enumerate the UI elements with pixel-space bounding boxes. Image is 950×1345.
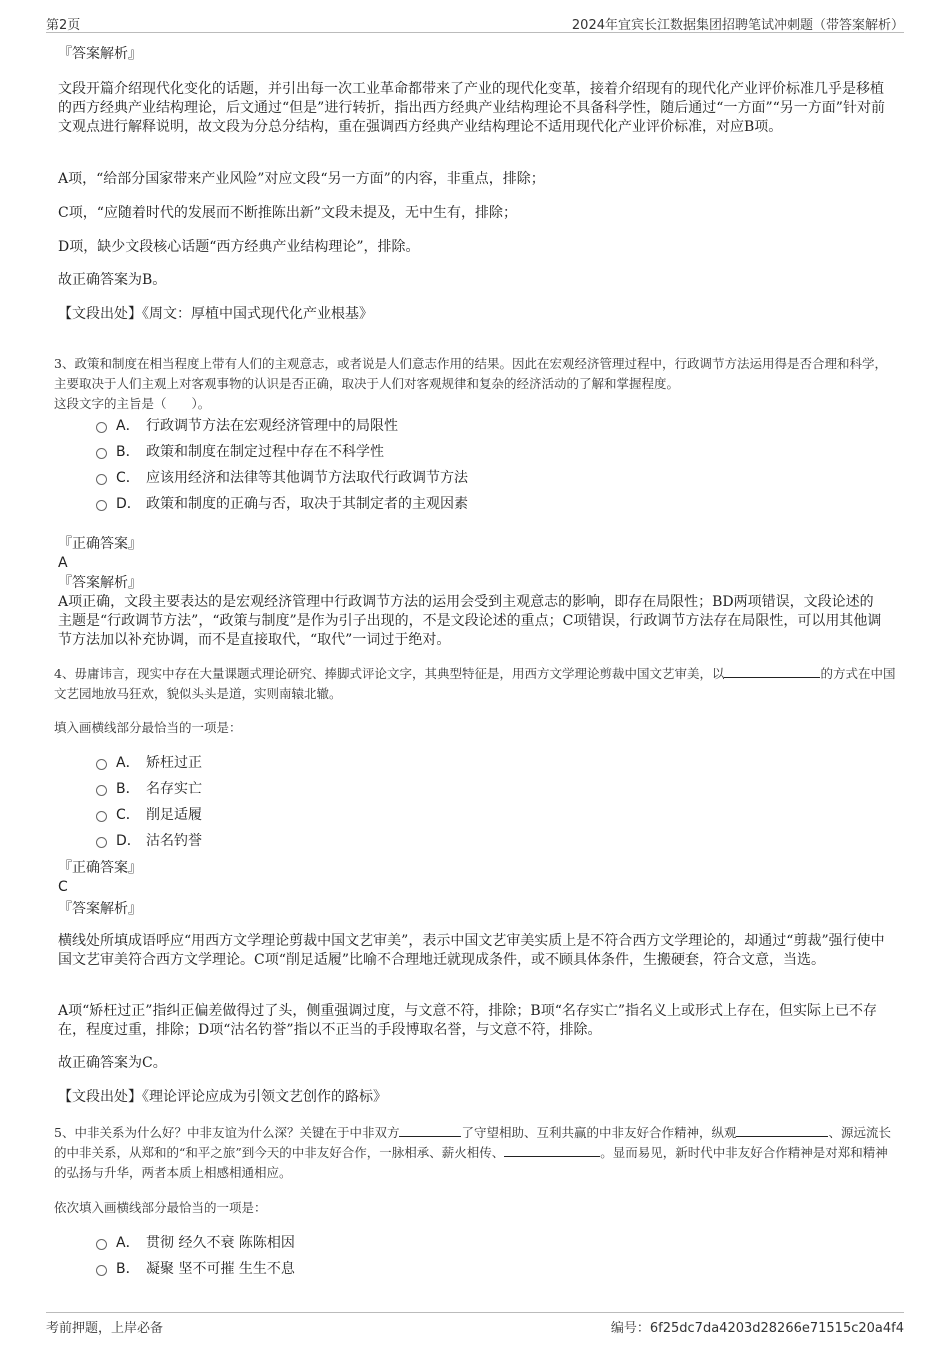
radio-icon[interactable] — [96, 1265, 107, 1276]
q4-analysis-label: 『答案解析』 — [58, 901, 142, 917]
q3-option-a[interactable]: A． 行政调节方法在宏观经济管理中的局限性 — [96, 412, 468, 438]
q3-option-c[interactable]: C． 应该用经济和法律等其他调节方法取代行政调节方法 — [96, 464, 468, 490]
radio-icon[interactable] — [96, 474, 107, 485]
q5-options — [96, 1229, 295, 1281]
q4-prompt: 填入画横线部分最恰当的一项是： — [54, 720, 242, 735]
q4-answer: C — [58, 879, 68, 895]
q3-analysis-label: 『答案解析』 — [58, 575, 142, 591]
radio-icon[interactable] — [96, 500, 107, 511]
q2-analysis: 文段开篇介绍现代化变化的话题，并引出每一次工业革命都带来了产业的现代化变革，接着介绍现有的现代化产业评价标准几乎是移植的西方经典产业结构理论，后文通过“但是”进行转折，指出西方经典产业结构理论不具备科学性，随后通过“一方面”“另一方面”针对前文观点进行解释说明，故文段为分总分结构，重在强调西方经典产业结构理论不适用现代化产业评价标准，对应B项。 — [58, 81, 885, 135]
radio-icon[interactable] — [96, 837, 107, 848]
q5-option-a[interactable]: A． 贯彻 经久不衰 陈陈相因 — [96, 1229, 295, 1255]
q2-option-c-note: C项，“应随着时代的发展而不断推陈出新”文段未提及，无中生有，排除； — [58, 205, 518, 221]
radio-icon[interactable] — [96, 1239, 107, 1250]
document-title: 2024年宜宾长江数据集团招聘笔试冲刺题（带答案解析） — [571, 18, 904, 33]
page-header — [46, 10, 904, 33]
q4-option-d[interactable]: D． 沽名钓誉 — [96, 827, 202, 853]
q4-answer-label: 『正确答案』 — [58, 860, 142, 876]
q4-analysis-2: A项“矫枉过正”指纠正偏差做得过了头，侧重强调过度，与文意不符，排除；B项“名存实亡”指名义上或形式上存在，但实际上已不存在，程度过重，排除；D项“沽名钓誉”指以不正当的手段博取名誉，与文意不符，排除。 — [58, 1003, 878, 1038]
q4-options — [96, 749, 202, 853]
q4-analysis-1: 横线处所填成语呼应“用西方文学理论剪裁中国文艺审美”，表示中国文艺审美实质上是不符合西方文学理论的，却通过“剪裁”强行使中国文艺审美符合西方文学理论。C项“削足适履”比喻不合理地迁就现成条件，或不顾具体条件，生搬硬套，符合文意，当选。 — [58, 933, 885, 968]
q4-stem: 4、毋庸讳言，现实中存在大量课题式理论研究、捧脚式评论文字，其典型特征是，用西方文学理论剪裁中国文艺审美，以 的方式在中国文艺园地放马狂欢，貌似头头是道，实则南辕北辙。 — [54, 666, 896, 701]
q4-option-b[interactable]: B． 名存实亡 — [96, 775, 202, 801]
document-code: 编号：6f25dc7da4203d28266e71515c20a4f4 — [610, 1321, 904, 1336]
q2-conclusion: 故正确答案为B。 — [58, 272, 167, 288]
q3-stem-question: 这段文字的主旨是（ ）。 — [54, 396, 211, 411]
q4-option-c[interactable]: C． 削足适履 — [96, 801, 202, 827]
q3-stem — [54, 354, 896, 414]
q5-blank-2 — [736, 1124, 828, 1137]
q2-source: 【文段出处】《周文：厚植中国式现代化产业根基》 — [58, 306, 373, 322]
radio-icon[interactable] — [96, 422, 107, 433]
q2-option-d-note: D项，缺少文段核心话题“西方经典产业结构理论”，排除。 — [58, 239, 420, 255]
q4-conclusion: 故正确答案为C。 — [58, 1055, 167, 1071]
q5-stem: 5、中非关系为什么好？中非友谊为什么深？关键在于中非双方 了守望相助、互利共赢的中非友好合作精神，纵观 、源远流长的中非关系，从郑和的“和平之旅”到今天的中非友好合作，一脉相承、薪火相传、 。显而易见，新时代中非友好合作精神是对郑和精神的弘扬与升华，两者本质上相感相通相应。 — [54, 1125, 891, 1180]
q3-options — [96, 412, 468, 516]
q3-answer: A — [58, 555, 68, 571]
q5-blank-3 — [504, 1144, 600, 1157]
page-number: 第2页 — [46, 18, 81, 33]
q4-option-a[interactable]: A． 矫枉过正 — [96, 749, 202, 775]
radio-icon[interactable] — [96, 811, 107, 822]
q3-option-b[interactable]: B． 政策和制度在制定过程中存在不科学性 — [96, 438, 468, 464]
q5-blank-1 — [399, 1124, 461, 1137]
q4-source: 【文段出处】《理论评论应成为引领文艺创作的路标》 — [58, 1089, 387, 1105]
q2-option-a-note: A项，“给部分国家带来产业风险”对应文段“另一方面”的内容，非重点，排除； — [58, 171, 545, 187]
q5-prompt: 依次填入画横线部分最恰当的一项是： — [54, 1200, 267, 1215]
q2-analysis-label: 『答案解析』 — [58, 46, 142, 62]
q4-blank — [724, 665, 820, 678]
radio-icon[interactable] — [96, 448, 107, 459]
q3-analysis: A项正确，文段主要表达的是宏观经济管理中行政调节方法的运用会受到主观意志的影响，即存在局限性；BD两项错误，文段论述的主题是“行政调节方法”，“政策与制度”是作为引子出现的，不是文段论述的重点；C项错误，行政调节方法存在局限性，可以用其他调节方法加以补充协调，而不是直接取代，“取代”一词过于绝对。 — [58, 594, 882, 648]
radio-icon[interactable] — [96, 759, 107, 770]
q3-answer-label: 『正确答案』 — [58, 536, 142, 552]
q3-stem-text: 3、政策和制度在相当程度上带有人们的主观意志，或者说是人们意志作用的结果。因此在宏观经济管理过程中，行政调节方法运用得是否合理和科学，主要取决于人们主观上对客观事物的认识是否正确，取决于人们对客观规律和复杂的经济活动的了解和掌握程度。 — [54, 356, 887, 391]
footer-slogan: 考前押题，上岸必备 — [46, 1321, 164, 1336]
q3-option-d[interactable]: D． 政策和制度的正确与否，取决于其制定者的主观因素 — [96, 490, 468, 516]
q5-option-b[interactable]: B． 凝聚 坚不可摧 生生不息 — [96, 1255, 295, 1281]
page-footer — [46, 1312, 904, 1339]
radio-icon[interactable] — [96, 785, 107, 796]
